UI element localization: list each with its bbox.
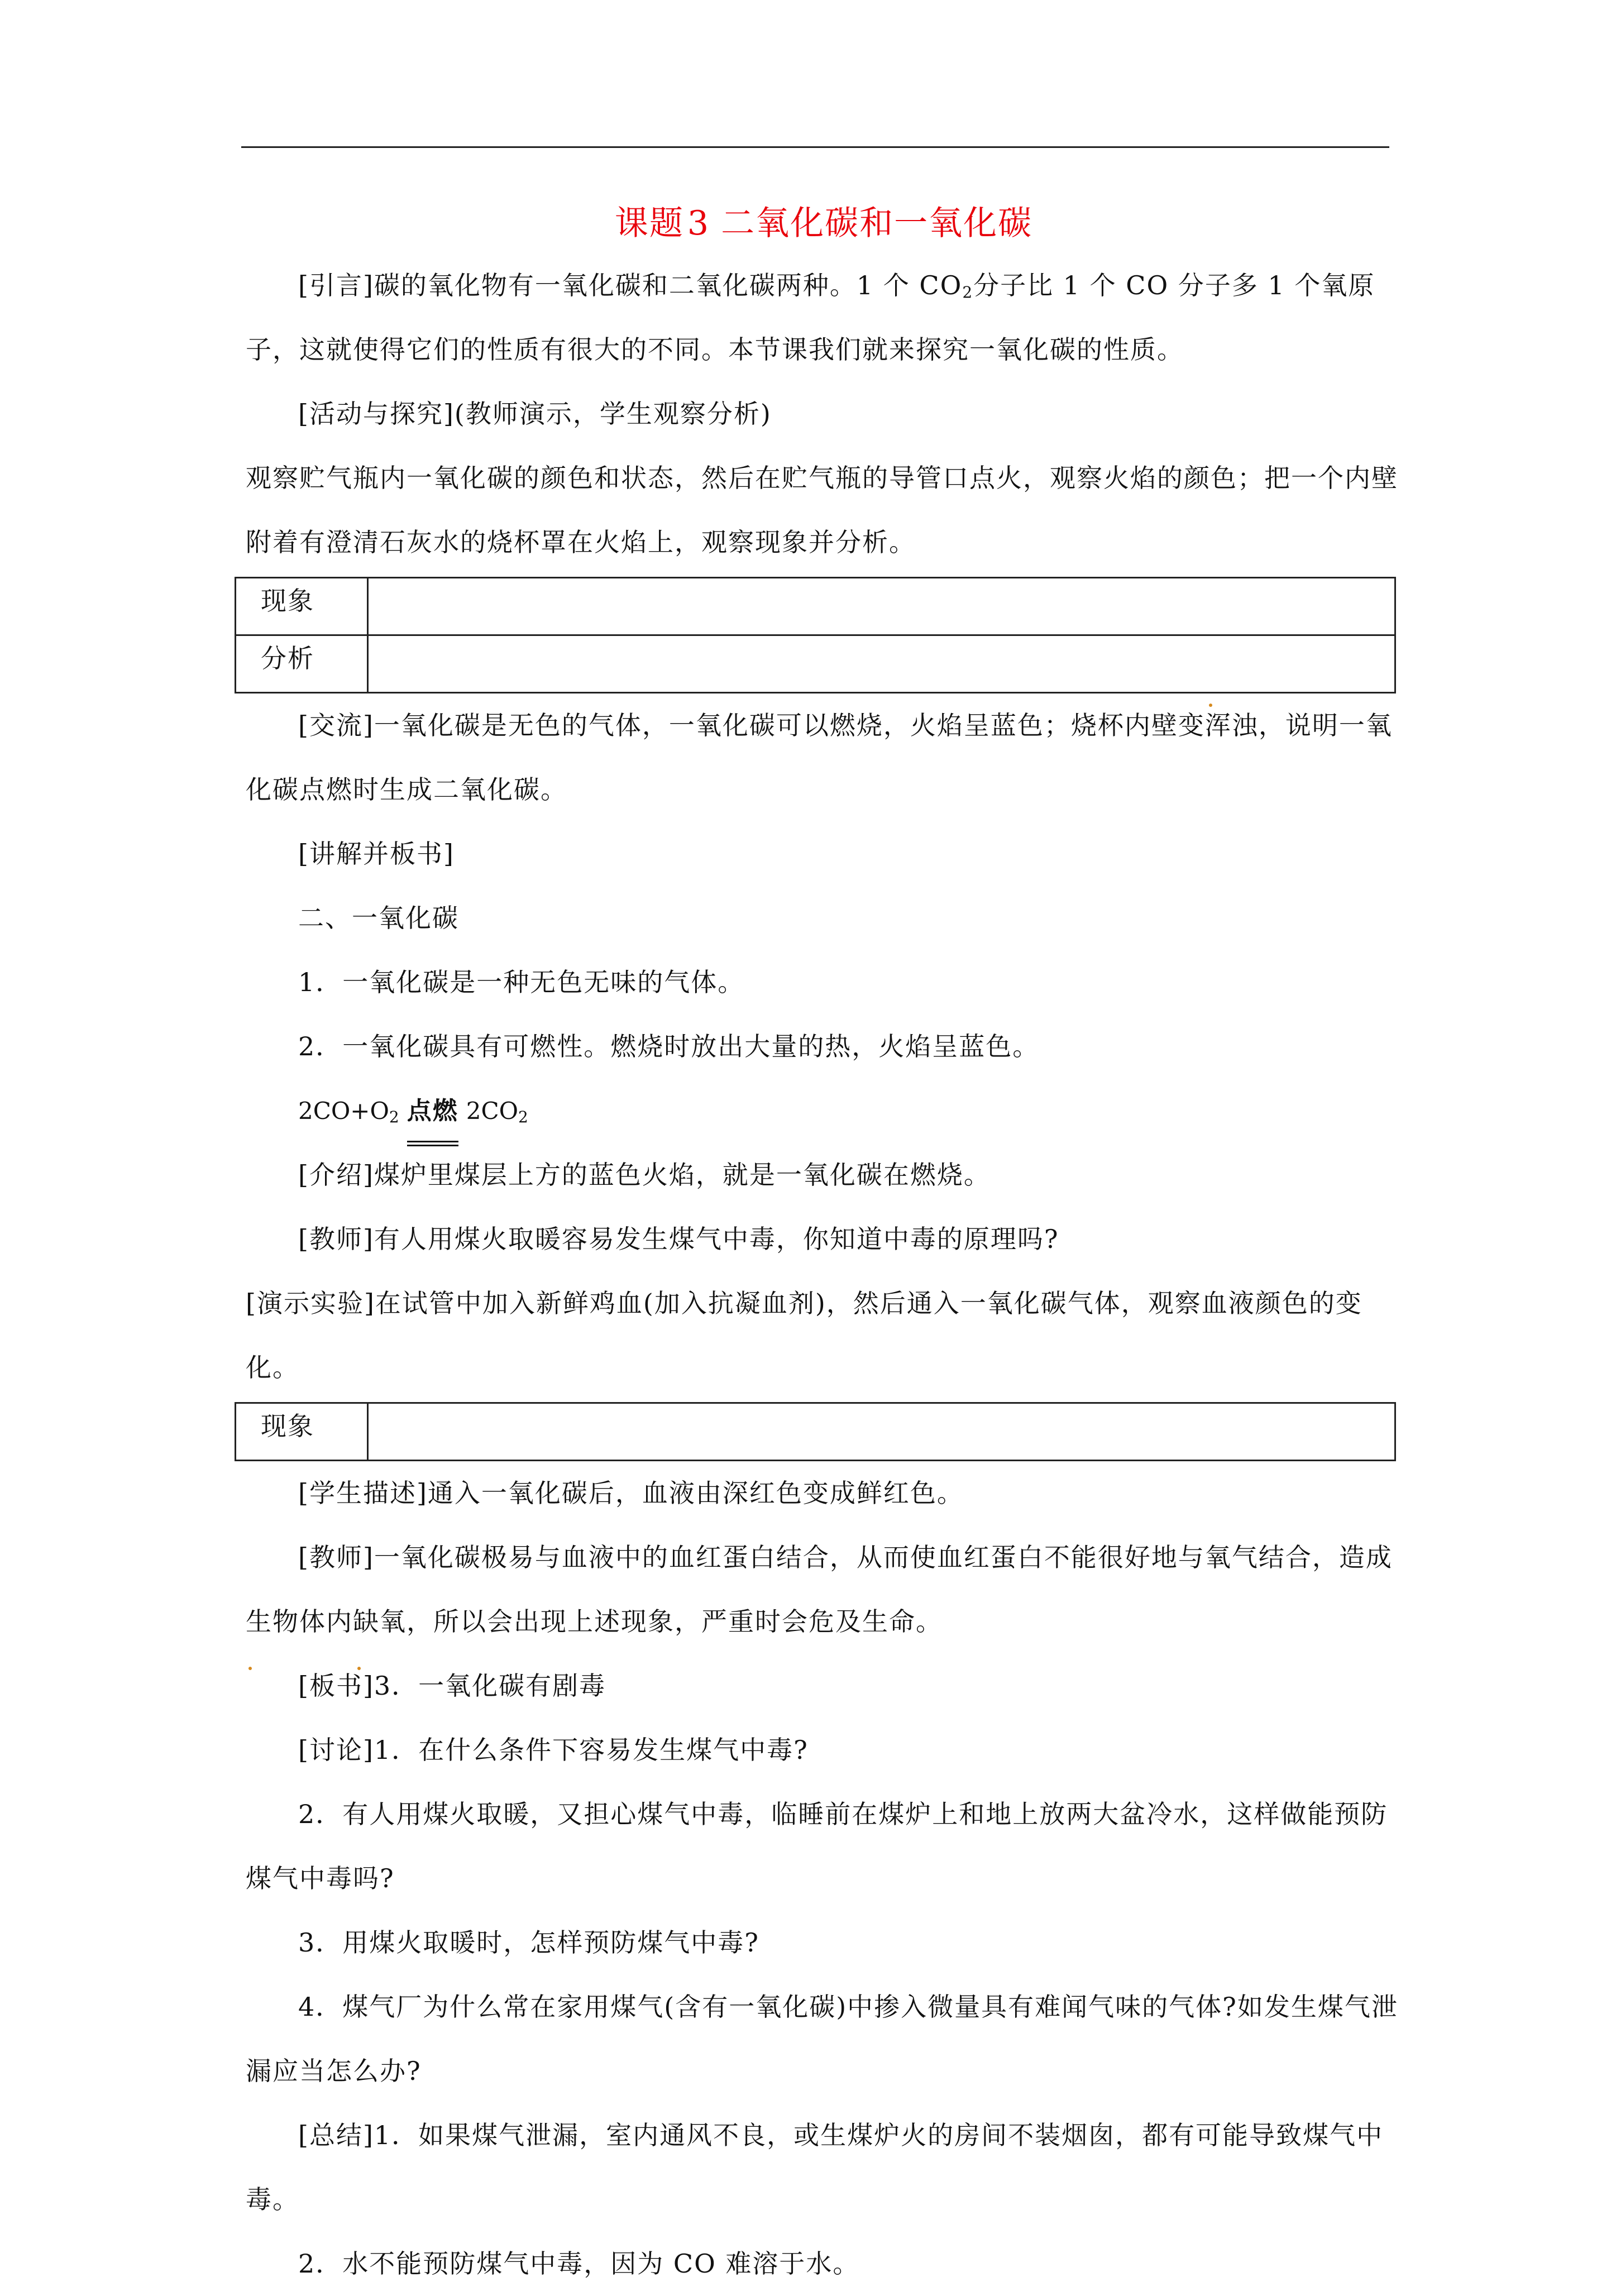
equation-right: 2CO — [466, 1097, 519, 1125]
equation-left: 2CO+O — [298, 1097, 389, 1125]
summary-item: 2．水不能预防煤气中毒，因为 CO 难溶于水。 — [298, 2249, 860, 2279]
discussion-item: 3．用煤火取暖时，怎样预防煤气中毒? — [298, 1927, 759, 1958]
board-note: [板书]3．一氧化碳有剧毒 — [298, 1671, 606, 1701]
observation-table-1 — [235, 577, 1396, 693]
table-label-phenomenon: 现象 — [236, 1403, 368, 1461]
chemical-equation — [246, 1079, 1402, 1143]
table-row — [236, 578, 1395, 635]
title-number: 3 — [687, 204, 710, 243]
teacher-question: [教师]有人用煤火取暖容易发生煤气中毒，你知道中毒的原理吗? — [298, 1224, 1059, 1254]
document-body — [246, 195, 1402, 2296]
reaction-condition: 点燃 — [407, 1079, 458, 1143]
table-cell-empty — [368, 635, 1395, 693]
header-rule — [241, 146, 1389, 148]
student-description: [学生描述]通入一氧化碳后，血液由深红色变成鲜红色。 — [298, 1478, 964, 1508]
table-row — [236, 635, 1395, 693]
intro-note-paragraph: [介绍]煤炉里煤层上方的蓝色火焰，就是一氧化碳在燃烧。 — [298, 1160, 991, 1190]
discussion-item: [讨论]1．在什么条件下容易发生煤气中毒? — [298, 1735, 809, 1765]
demo-paragraph: [演示实验]在试管中加入新鲜鸡血(加入抗凝血剂)，然后通入一氧化碳气体，观察血液颜色的变化。 — [246, 1288, 1362, 1383]
table-label-phenomenon: 现象 — [236, 578, 368, 635]
stray-mark — [248, 1667, 252, 1670]
exchange-paragraph: [交流]一氧化碳是无色的气体，一氧化碳可以燃烧，火焰呈蓝色；烧杯内壁变浑浊，说明一氧化碳点燃时生成二氧化碳。 — [246, 710, 1393, 805]
section-heading: 二、一氧化碳 — [298, 903, 459, 933]
page-title — [246, 195, 1402, 251]
discussion-item: 2．有人用煤火取暖，又担心煤气中毒，临睡前在煤炉上和地上放两大盆冷水，这样做能预防煤气中毒吗? — [246, 1799, 1388, 1893]
title-prefix: 课题 — [614, 204, 684, 243]
explain-heading: [讲解并板书] — [298, 839, 455, 869]
table-cell-empty — [368, 578, 1395, 635]
table-label-analysis: 分析 — [236, 635, 368, 693]
equation-right-subscript: 2 — [518, 1108, 528, 1126]
list-item: 2．一氧化碳具有可燃性。燃烧时放出大量的热，火焰呈蓝色。 — [298, 1031, 1040, 1061]
intro-paragraph — [246, 253, 1402, 382]
teacher-explanation: [教师]一氧化碳极易与血液中的血红蛋白结合，从而使血红蛋白不能很好地与氧气结合，造成生物体内缺氧，所以会出现上述现象，严重时会危及生命。 — [246, 1542, 1393, 1637]
title-text: 二氧化碳和一氧化碳 — [721, 204, 1033, 243]
stray-mark — [357, 1667, 361, 1670]
intro-tag: [引言] — [298, 270, 374, 300]
intro-text-1: 碳的氧化物有一氧化碳和二氧化碳两种。1 个 CO — [374, 270, 963, 300]
table-row — [236, 1403, 1395, 1461]
list-item: 1．一氧化碳是一种无色无味的气体。 — [298, 967, 745, 997]
summary-item: [总结]1．如果煤气泄漏，室内通风不良，或生煤炉火的房间不装烟囱，都有可能导致煤气中毒。 — [246, 2120, 1384, 2214]
intro-text-2: 分子比 1 个 CO 分子多 1 个氧原子，这就使得它们的性质有很大的不同。本节课我们就来探究一氧化碳的性质。 — [246, 270, 1375, 365]
co2-subscript: 2 — [962, 283, 974, 302]
observation-table-2 — [235, 1402, 1396, 1461]
table-cell-empty — [368, 1403, 1395, 1461]
observe-paragraph: 观察贮气瓶内一氧化碳的颜色和状态，然后在贮气瓶的导管口点火，观察火焰的颜色；把一个内壁附着有澄清石灰水的烧杯罩在火焰上，观察现象并分析。 — [246, 463, 1398, 557]
stray-mark — [1209, 704, 1212, 707]
discussion-item: 4．煤气厂为什么常在家用煤气(含有一氧化碳)中掺入微量具有难闻气味的气体?如发生煤气泄漏应当怎么办? — [246, 1992, 1398, 2086]
activity-heading: [活动与探究](教师演示，学生观察分析) — [298, 399, 772, 429]
equation-left-subscript: 2 — [389, 1108, 399, 1126]
